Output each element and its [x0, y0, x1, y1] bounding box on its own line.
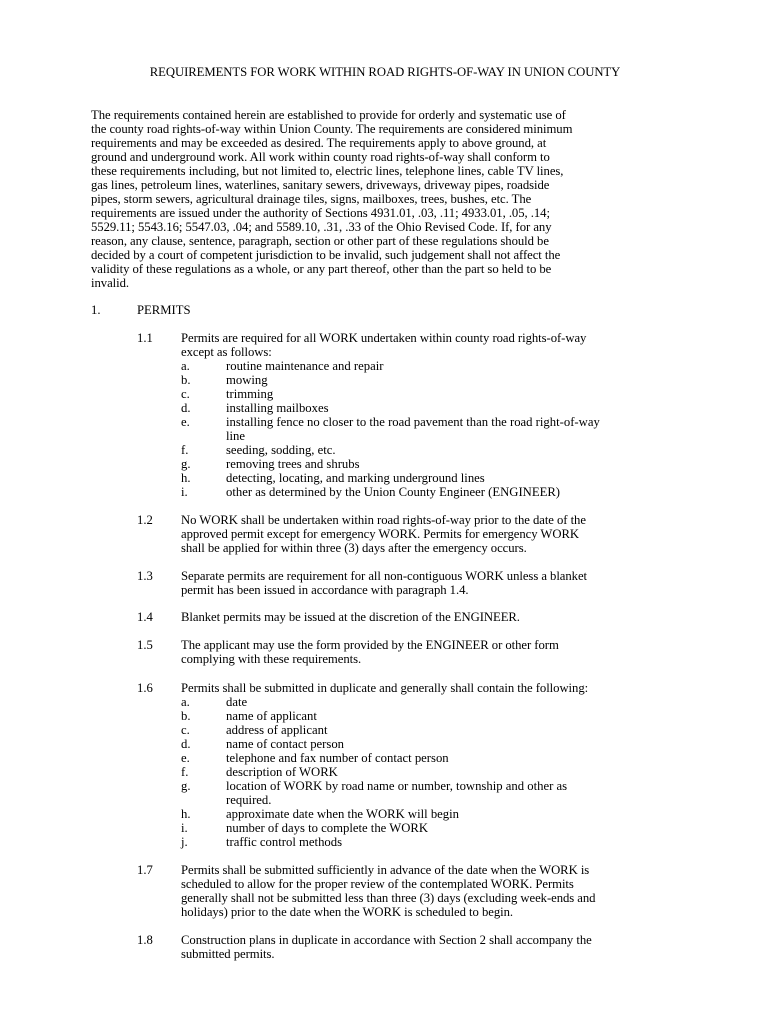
- list-text: location of WORK by road name or number, township and other as required.: [226, 779, 568, 807]
- list-letter: d.: [181, 737, 191, 751]
- paragraph-number: 1.1: [137, 331, 153, 345]
- list-text: name of contact person: [226, 737, 345, 751]
- list-letter: d.: [181, 401, 191, 415]
- paragraph-text: Permits shall be submitted sufficiently in advance of the date when the WORK is scheduled to allow for the proper review of the contemplated WORK. Permits generally shall not be submitted less than three (3) days (excluding week-ends and holidays) prior to the date when the WORK is scheduled to begin.: [181, 863, 596, 919]
- list-text: name of applicant: [226, 709, 317, 723]
- list-text: traffic control methods: [226, 835, 343, 849]
- list-letter: f.: [181, 443, 189, 457]
- list-letter: f.: [181, 765, 189, 779]
- list-letter: a.: [181, 359, 190, 373]
- list-text: detecting, locating, and marking underground lines: [226, 471, 485, 485]
- list-text: address of applicant: [226, 723, 328, 737]
- list-text: description of WORK: [226, 765, 338, 779]
- intro-paragraph: The requirements contained herein are established to provide for orderly and systematic use of the county road rights-of-way within Union County. The requirements are considered minimum requirements and may be exceeded as desired. The requirements apply to above ground, at ground and underground work. All work within county road rights-of-way shall conform to these requirements including, but not limited to, electric lines, telephone lines, cable TV lines, gas lines, petroleum lines, waterlines, sanitary sewers, driveways, driveway pipes, roadside pipes, storm sewers, agricultural drainage tiles, signs, mailboxes, trees, bushes, etc. The requirements are issued under the authority of Sections 4931.01, .03, .11; 4933.01, .05, .14; 5529.11; 5543.16; 5547.03, .04; and 5589.10, .31, .33 of the Ohio Revised Code. If, for any reason, any clause, sentence, paragraph, section or other part of these regulations should be decided by a court of competent jurisdiction to be invalid, such judgement shall not affect the validity of these regulations as a whole, or any part thereof, other than the part so held to be invalid.: [91, 108, 573, 290]
- paragraph-number: 1.4: [137, 610, 153, 624]
- paragraph-text: Permits are required for all WORK undertaken within county road rights-of-way except as follows:: [181, 331, 587, 359]
- list-letter: c.: [181, 387, 190, 401]
- paragraph-number: 1.2: [137, 513, 153, 527]
- section-number: 1.: [91, 303, 101, 317]
- list-letter: c.: [181, 723, 190, 737]
- list-text: other as determined by the Union County Engineer (ENGINEER): [226, 485, 561, 499]
- list-text: mowing: [226, 373, 268, 387]
- list-text: installing fence no closer to the road pavement than the road right-of-way line: [226, 415, 600, 443]
- list-text: seeding, sodding, etc.: [226, 443, 336, 457]
- paragraph-number: 1.6: [137, 681, 153, 695]
- list-letter: g.: [181, 457, 191, 471]
- paragraph-number: 1.8: [137, 933, 153, 947]
- paragraph-number: 1.5: [137, 638, 153, 652]
- list-letter: h.: [181, 807, 191, 821]
- list-letter: i.: [181, 485, 188, 499]
- paragraph-text: Construction plans in duplicate in accordance with Section 2 shall accompany the submitted permits.: [181, 933, 592, 961]
- list-text: routine maintenance and repair: [226, 359, 384, 373]
- list-letter: b.: [181, 709, 191, 723]
- paragraph-text: Blanket permits may be issued at the discretion of the ENGINEER.: [181, 610, 520, 624]
- list-letter: g.: [181, 779, 191, 793]
- list-letter: j.: [181, 835, 188, 849]
- list-text: removing trees and shrubs: [226, 457, 360, 471]
- section-title: PERMITS: [137, 303, 191, 317]
- list-letter: e.: [181, 751, 190, 765]
- document-title: REQUIREMENTS FOR WORK WITHIN ROAD RIGHTS-OF-WAY IN UNION COUNTY: [149, 65, 621, 79]
- list-letter: e.: [181, 415, 190, 429]
- paragraph-text: Separate permits are requirement for all non-contiguous WORK unless a blanket permit has been issued in accordance with paragraph 1.4.: [181, 569, 588, 597]
- list-letter: h.: [181, 471, 191, 485]
- paragraph-number: 1.7: [137, 863, 153, 877]
- list-text: telephone and fax number of contact person: [226, 751, 449, 765]
- paragraph-text: Permits shall be submitted in duplicate and generally shall contain the following:: [181, 681, 589, 695]
- list-text: trimming: [226, 387, 274, 401]
- list-letter: b.: [181, 373, 191, 387]
- list-letter: i.: [181, 821, 188, 835]
- list-text: installing mailboxes: [226, 401, 329, 415]
- paragraph-text: No WORK shall be undertaken within road rights-of-way prior to the date of the approved permit except for emergency WORK. Permits for emergency WORK shall be applied for within three (3) days after the emergency occurs.: [181, 513, 586, 555]
- paragraph-text: The applicant may use the form provided by the ENGINEER or other form complying with these requirements.: [181, 638, 559, 666]
- list-text: number of days to complete the WORK: [226, 821, 429, 835]
- list-text: date: [226, 695, 248, 709]
- list-text: approximate date when the WORK will begin: [226, 807, 460, 821]
- paragraph-number: 1.3: [137, 569, 153, 583]
- list-letter: a.: [181, 695, 190, 709]
